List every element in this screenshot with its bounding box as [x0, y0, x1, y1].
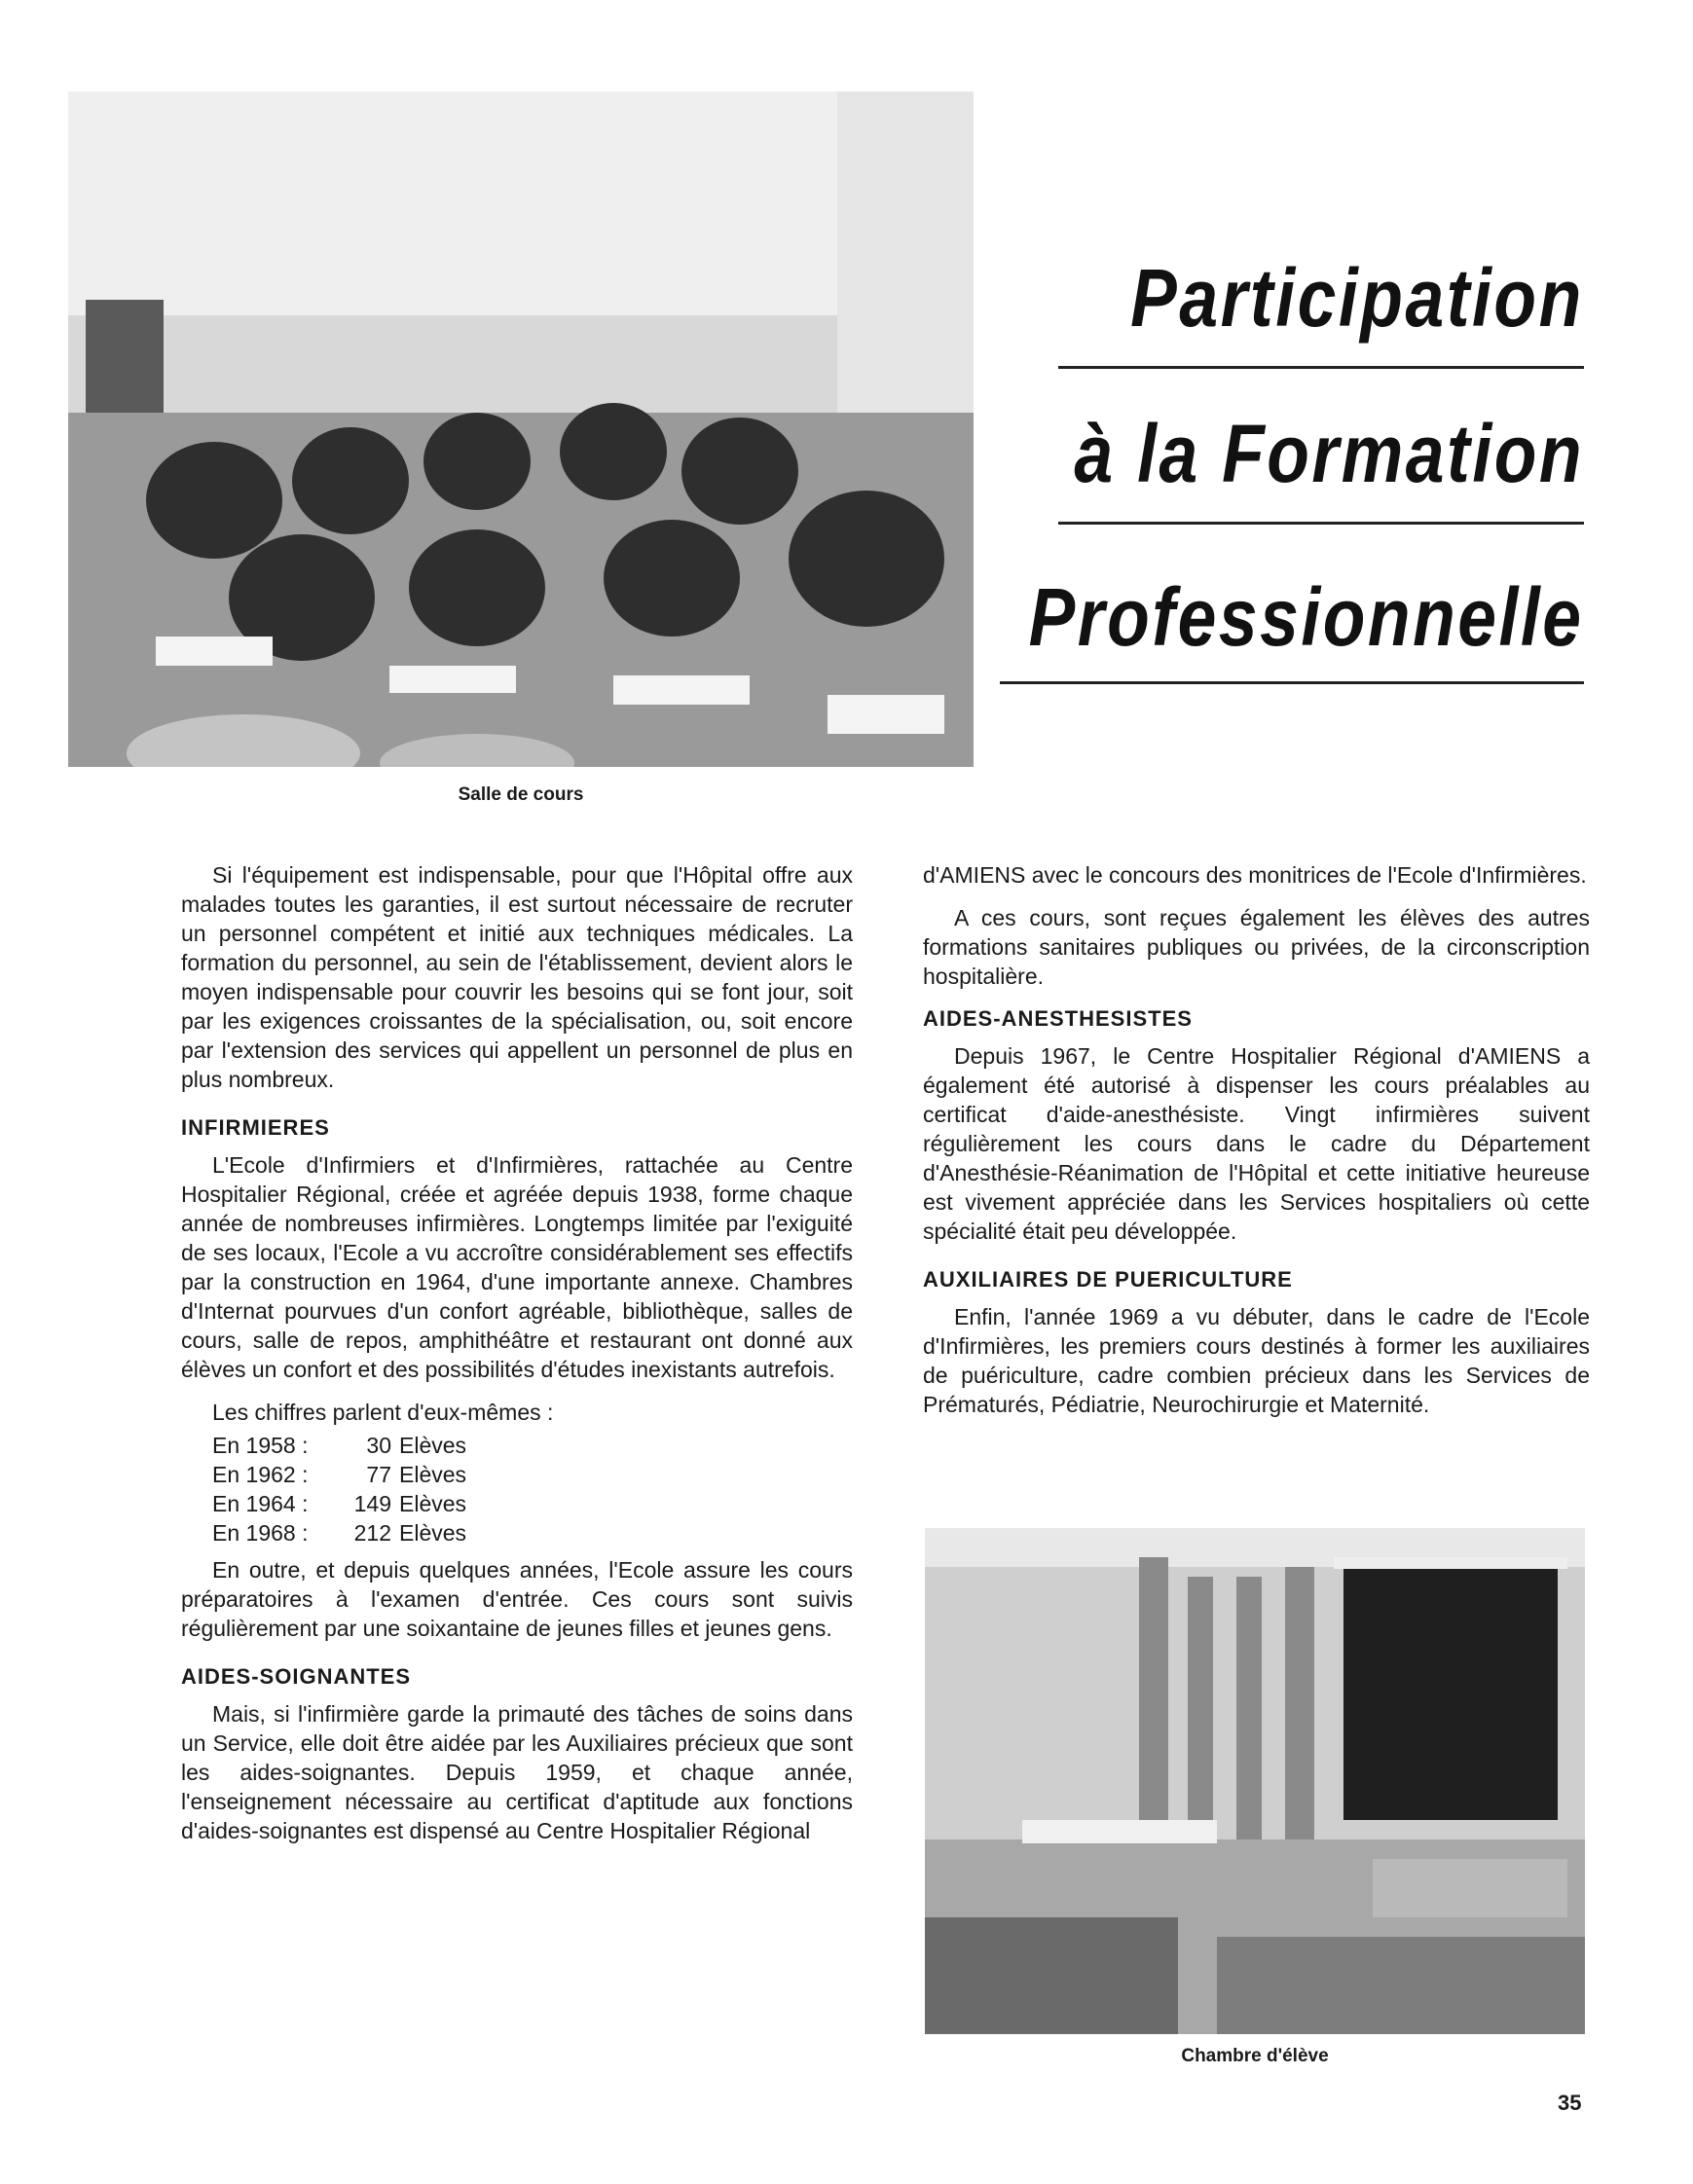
- stats-list: [212, 1431, 853, 1547]
- classroom-caption: Salle de cours: [458, 784, 584, 805]
- stats-intro: Les chiffres parlent d'eux-mêmes :: [212, 1400, 554, 1425]
- title-rule-1: [1058, 366, 1584, 369]
- classroom-photo: [68, 91, 974, 767]
- stat-unit: Elèves: [399, 1433, 467, 1458]
- stat-year: En 1968 :: [212, 1520, 309, 1546]
- heading-infirmieres: INFIRMIERES: [181, 1115, 330, 1140]
- title-line-2: à la Formation: [1074, 408, 1584, 499]
- stat-year: En 1958 :: [212, 1433, 309, 1458]
- student-room-caption: Chambre d'élève: [1181, 2046, 1329, 2066]
- heading-aides-anesthesistes: AIDES-ANESTHESISTES: [923, 1006, 1193, 1031]
- student-room-photo: [925, 1528, 1585, 2034]
- heading-puericulture: AUXILIAIRES DE PUERICULTURE: [923, 1267, 1293, 1292]
- title-line-3: Professionnelle: [1029, 571, 1584, 663]
- stat-year: En 1964 :: [212, 1491, 309, 1516]
- stat-row: [212, 1460, 853, 1489]
- left-column: [181, 860, 853, 1859]
- stat-row: [212, 1489, 853, 1518]
- stats-after-paragraph: En outre, et depuis quelques années, l'Ecole assure les cours préparatoires à l'examen d'entrée. Ces cours sont suivis régulièrement par une soixantaine de jeunes filles et jeunes gens.: [181, 1557, 853, 1641]
- stat-unit: Elèves: [399, 1520, 467, 1546]
- stat-unit: Elèves: [399, 1491, 467, 1516]
- stat-row: [212, 1431, 853, 1460]
- stat-year: En 1962 :: [212, 1462, 309, 1487]
- stat-count: 30: [366, 1433, 391, 1458]
- continuation-paragraph: d'AMIENS avec le concours des monitrices de l'Ecole d'Infirmières.: [923, 862, 1587, 888]
- stat-row: [212, 1518, 853, 1547]
- right-column: [923, 860, 1590, 1433]
- heading-aides-soignantes: AIDES-SOIGNANTES: [181, 1664, 412, 1689]
- title-rule-3: [1000, 681, 1584, 684]
- also-paragraph: A ces cours, sont reçues également les élèves des autres formations sanitaires publiques ou privées, de la circonscription hospitalière.: [923, 905, 1590, 989]
- title-rule-2: [1058, 522, 1584, 525]
- anesth-paragraph: Depuis 1967, le Centre Hospitalier Régional d'AMIENS a également été autorisé à dispenser les cours préalables au certificat d'aide-anesthésiste. Vingt infirmières suivent régulièrement les cours dans le cadre du Département d'Anesthésie-Réanimation de l'Hôpital et cette initiative heureuse est vivement appréciée dans les Services hospitaliers où cette spécialité était peu développée.: [923, 1043, 1590, 1244]
- aides-soignantes-paragraph: Mais, si l'infirmière garde la primauté des tâches de soins dans un Service, elle doit être aidée par les Auxiliaires précieux que sont les aides-soignantes. Depuis 1959, et chaque année, l'enseignement nécessaire au certificat d'aptitude aux fonctions d'aides-soignantes est dispensé au Centre Hospitalier Régional: [181, 1701, 853, 1843]
- puericulture-paragraph: Enfin, l'année 1969 a vu débuter, dans le cadre de l'Ecole d'Infirmières, les premiers cours destinés à former les auxiliaires de puériculture, cadre combien précieux dans les Services de Prématurés, Pédiatrie, Neurochirurgie et Maternité.: [923, 1304, 1590, 1417]
- stat-unit: Elèves: [399, 1462, 467, 1487]
- infirmieres-paragraph: L'Ecole d'Infirmiers et d'Infirmières, rattachée au Centre Hospitalier Régional, créée et agréée depuis 1938, forme chaque année de nombreuses infirmières. Longtemps limitée par l'exiguité de ses locaux, l'Ecole a vu accroître considérablement ses effectifs par la construction en 1964, d'une importante annexe. Chambres d'Internat pourvues d'un confort agréable, bibliothèque, salles de cours, salle de repos, amphithéâtre et restaurant ont donné aux élèves un confort et des possibilités d'études inexistants autrefois.: [181, 1152, 853, 1382]
- student-room-photo-graphic: [925, 1528, 1585, 2034]
- stat-count: 212: [353, 1520, 391, 1546]
- stat-count: 77: [366, 1462, 391, 1487]
- stat-count: 149: [353, 1491, 391, 1516]
- page-number: 35: [1558, 2091, 1582, 2115]
- intro-paragraph: Si l'équipement est indispensable, pour que l'Hôpital offre aux malades toutes les garanties, il est surtout nécessaire de recruter un personnel compétent et initié aux techniques médicales. La formation du personnel, au sein de l'établissement, devient alors le moyen indispensable pour couvrir les besoins qui se font jour, soit par les exigences croissantes de la spécialisation, ou, soit encore par l'extension des services qui appellent un personnel de plus en plus nombreux.: [181, 862, 853, 1092]
- title-line-1: Participation: [1130, 252, 1584, 344]
- classroom-photo-graphic: [68, 91, 974, 767]
